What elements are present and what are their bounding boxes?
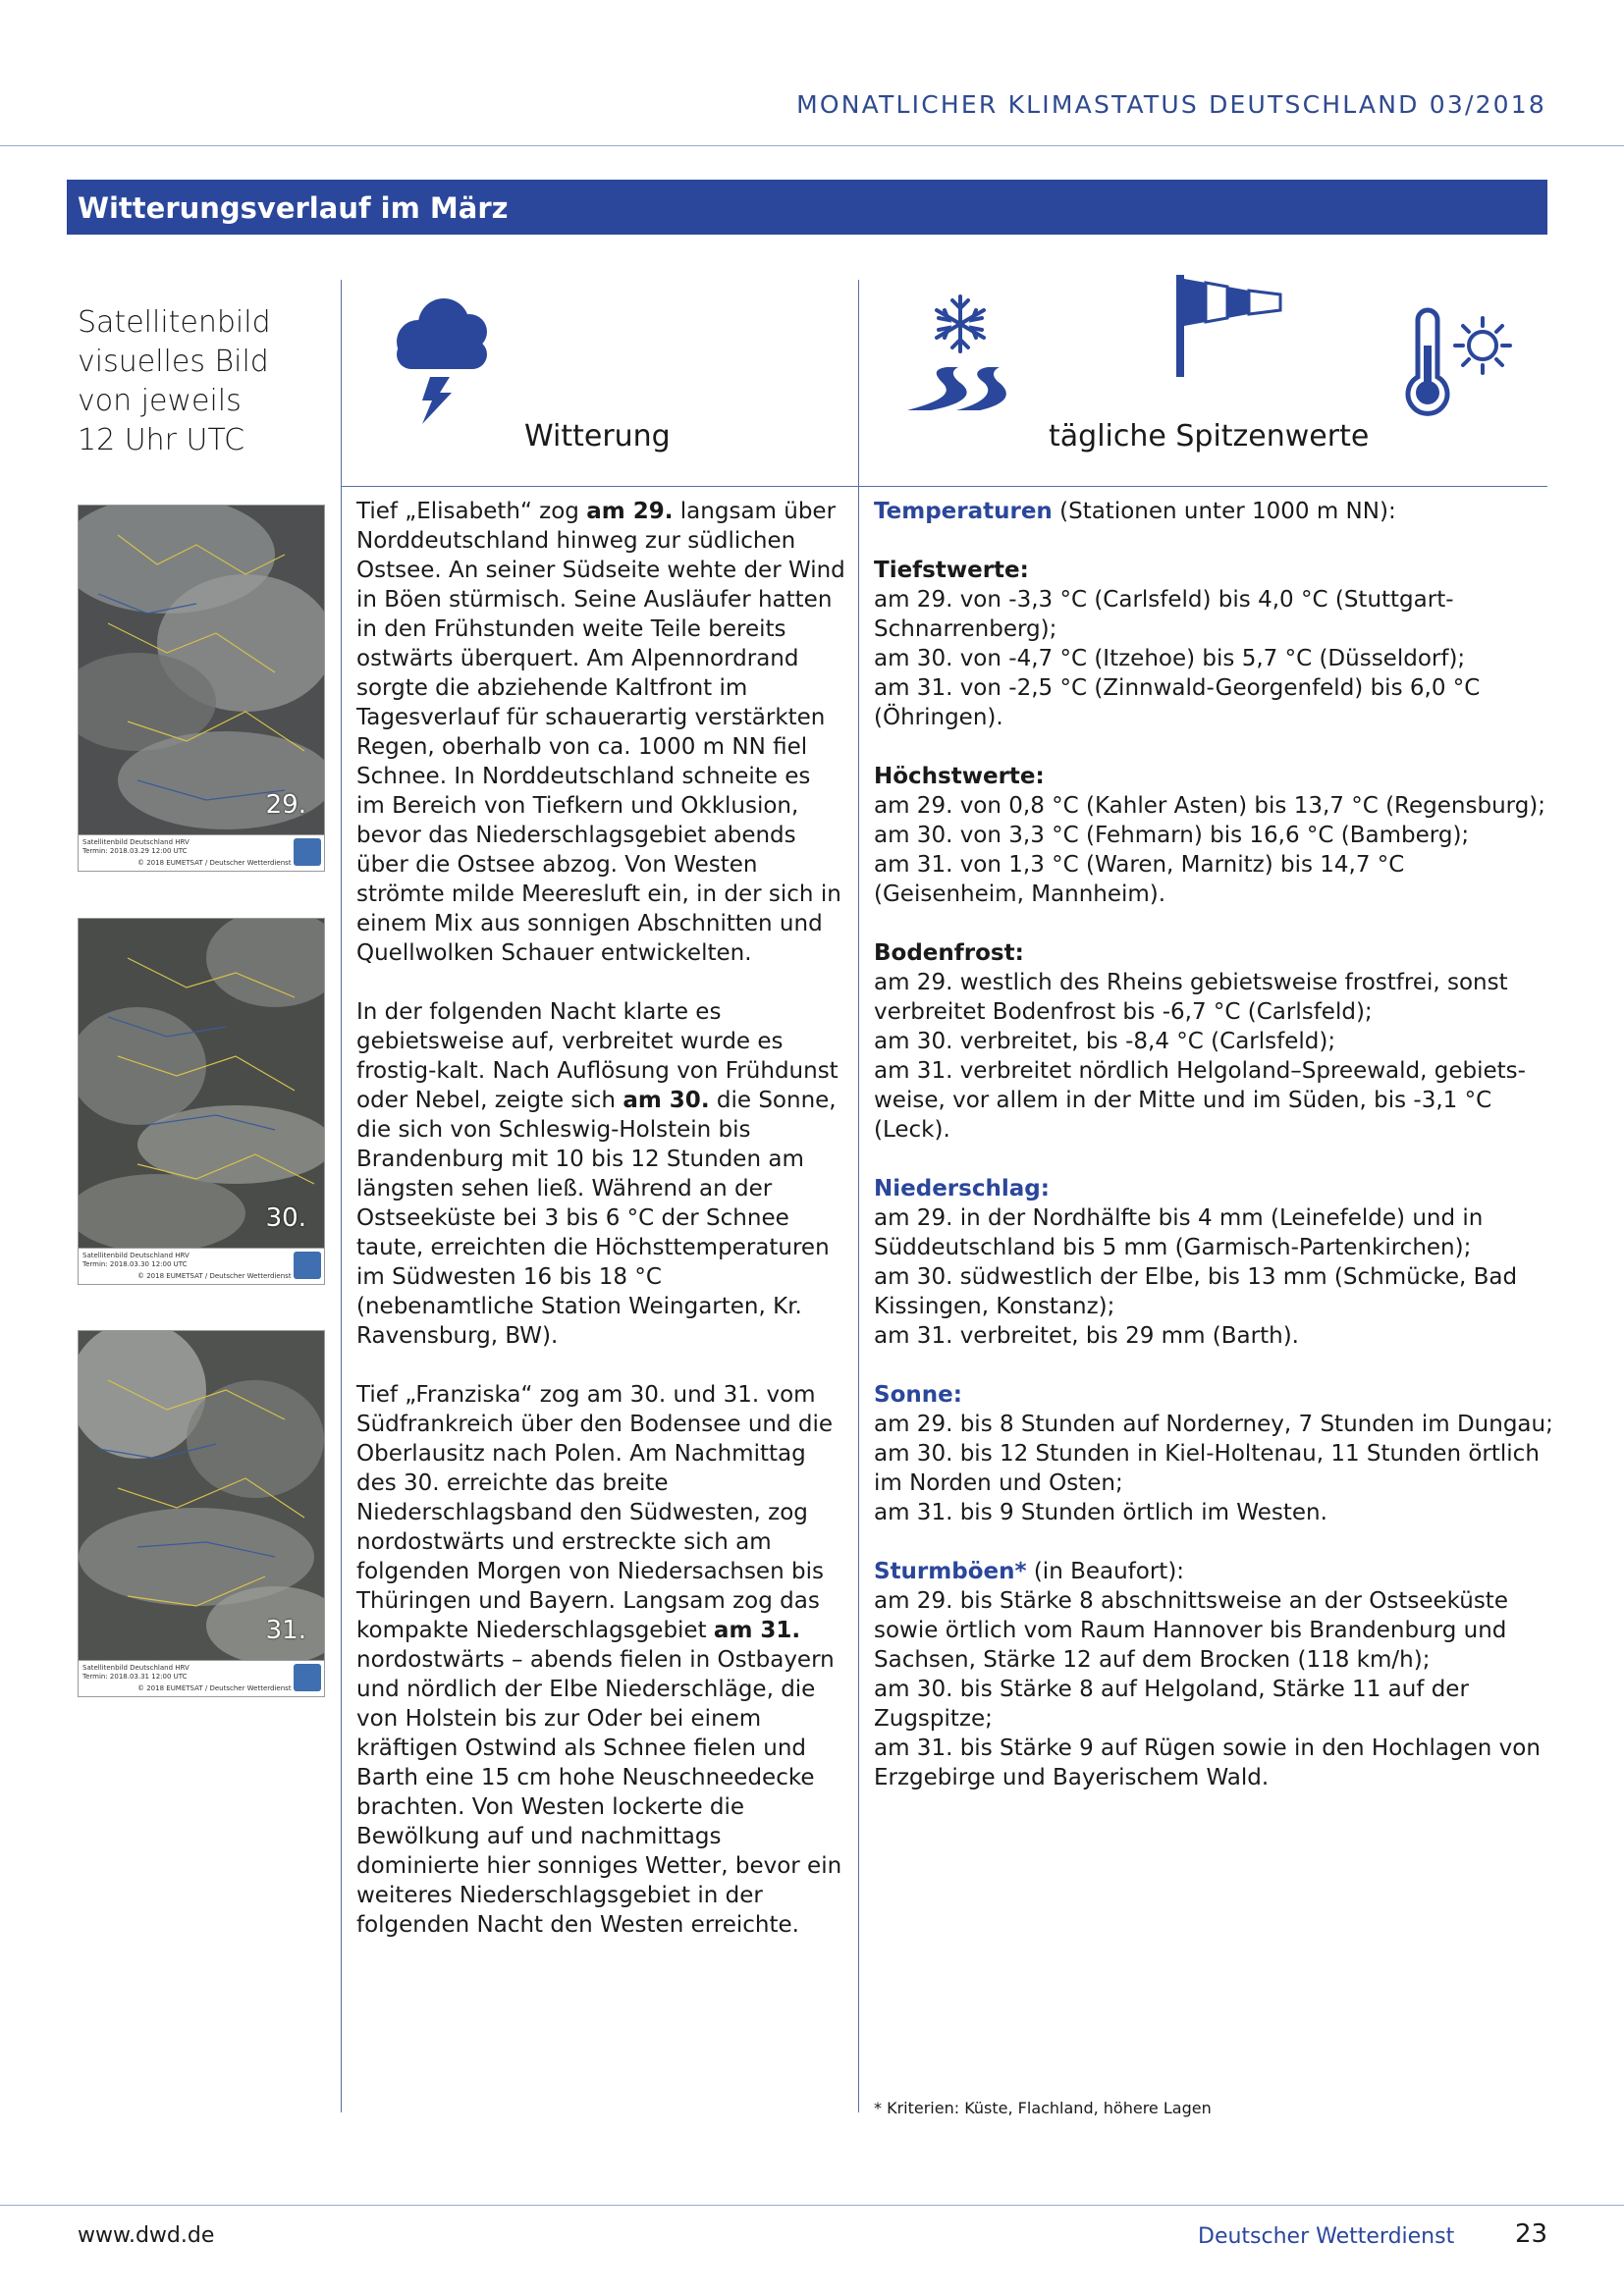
footer-divider	[0, 2205, 1624, 2206]
sunshine-heading: Sonne:	[874, 1382, 962, 1408]
list-item: am 30. bis Stärke 8 auf Helgoland, Stärke 11 auf der	[874, 1677, 1469, 1702]
list-item: am 31. verbreitet nördlich Helgoland–Spreewald, gebiets-	[874, 1058, 1526, 1084]
list-item: weise, vor allem in der Mitte und im Süden, bis -3,1 °C	[874, 1088, 1492, 1113]
list-item: Kissingen, Konstanz);	[874, 1294, 1115, 1319]
satellite-image-29	[78, 505, 325, 872]
thunderstorm-cloud-icon	[391, 291, 493, 424]
satellite-caption-text: Satellitenbild Deutschland HRV	[82, 1664, 189, 1672]
thermometer-sun-icon	[1398, 306, 1522, 416]
gust-note: (in Beaufort):	[1026, 1559, 1185, 1584]
satellite-image-graphic	[79, 506, 324, 835]
footer-url-link[interactable]: www.dwd.de	[78, 2223, 215, 2248]
satellite-caption-text: Termin: 2018.03.30 12:00 UTC	[82, 1260, 188, 1268]
list-item: am 29. in der Nordhälfte bis 4 mm (Leinefelde) und in	[874, 1205, 1484, 1231]
satellite-image-graphic	[79, 1331, 324, 1661]
list-item: am 31. verbreitet, bis 29 mm (Barth).	[874, 1323, 1299, 1349]
satellite-caption-bar	[79, 1248, 324, 1284]
column-divider-1	[341, 280, 342, 2112]
minimum-heading: Tiefstwerte:	[874, 558, 1029, 583]
list-item: Erzgebirge und Bayerischem Wald.	[874, 1765, 1270, 1790]
satellite-caption-line: Satellitenbild	[78, 305, 271, 340]
list-item: am 30. bis 12 Stunden in Kiel-Holtenau, 11 Stunden örtlich	[874, 1441, 1540, 1467]
dwd-logo-icon	[294, 1252, 321, 1279]
list-item: Süddeutschland bis 5 mm (Garmisch-Partenkirchen);	[874, 1235, 1472, 1260]
list-item: am 29. von 0,8 °C (Kahler Asten) bis 13,7 °C (Regensburg);	[874, 793, 1546, 819]
satellite-caption-line: von jeweils	[78, 384, 242, 418]
list-item: am 29. bis Stärke 8 abschnittsweise an der Ostseeküste	[874, 1588, 1508, 1614]
list-item: am 30. verbreitet, bis -8,4 °C (Carlsfeld);	[874, 1029, 1336, 1054]
page-number: 23	[1515, 2219, 1548, 2249]
witterung-paragraph: In der folgenden Nacht klarte es gebietsweise auf, verbreitet wurde es frostig-kalt. Nach Auflösung von Frühdunst oder Nebel, zeigte sich am 30. die Sonne, die sich von Schleswig-Holstein bis Brandenburg mit 10 bis 12 Stunden am längsten sehen ließ. Während an der Ostseeküste bei 3 bis 6 °C der Schnee taute, erreichten die Höchsttemperaturen im Südwesten 16 bis 18 °C (nebenamtliche Station Weingarten, Kr. Ravensburg, BW).	[356, 999, 839, 1349]
list-item: verbreitet Bodenfrost bis -6,7 °C (Carlsfeld);	[874, 999, 1373, 1025]
satellite-caption-text: Satellitenbild Deutschland HRV	[82, 838, 189, 846]
sunshine-block	[874, 1380, 1553, 1527]
gust-heading: Sturmböen*	[874, 1559, 1027, 1584]
satellite-day-label: 30.	[265, 1203, 306, 1233]
temperature-block	[874, 497, 1542, 526]
satellite-day-label: 31.	[265, 1616, 306, 1645]
list-item: am 31. von -2,5 °C (Zinnwald-Georgenfeld) bis 6,0 °C	[874, 675, 1481, 701]
witterung-paragraph: Tief „Elisabeth“ zog am 29. langsam über Norddeutschland hinweg zur südlichen Ostsee. An seiner Südseite wehte der Wind in Böen stürmisch. Seine Ausläufer hatten in den Frühstunden weite Teile bereits ostwärts überquert. Am Alpennordrand sorgte die abziehende Kaltfront im Tagesverlauf für schauerartig verstärkten Regen, oberhalb von ca. 1000 m NN fiel Schnee. In Norddeutschland schneite es im Bereich von Tiefkern und Okklusion, bevor das Niederschlagsgebiet abends über die Ostsee abzog. Von Westen strömte milde Meeresluft ein, in der sich in einem Mix aus sonnigen Abschnitten und Quellwolken Schauer entwickelten.	[356, 499, 845, 966]
list-item: am 31. bis Stärke 9 auf Rügen sowie in den Hochlagen von	[874, 1735, 1541, 1761]
satellite-caption-text: Termin: 2018.03.29 12:00 UTC	[82, 847, 188, 855]
satellite-image-30	[78, 918, 325, 1285]
footnote: * Kriterien: Küste, Flachland, höhere Lagen	[874, 2099, 1212, 2117]
windsock-icon	[1170, 271, 1286, 379]
satellite-caption-text: © 2018 EUMETSAT / Deutscher Wetterdienst	[137, 1684, 292, 1692]
list-item: am 30. von 3,3 °C (Fehmarn) bis 16,6 °C (Bamberg);	[874, 823, 1470, 848]
precipitation-heading: Niederschlag:	[874, 1176, 1050, 1201]
satellite-caption	[78, 303, 271, 460]
list-item: im Norden und Osten;	[874, 1470, 1123, 1496]
precipitation-block	[874, 1174, 1542, 1351]
dwd-logo-icon	[294, 1664, 321, 1691]
spitzenwerte-text	[874, 497, 1553, 1822]
maximum-heading: Höchstwerte:	[874, 764, 1045, 789]
satellite-caption-text: © 2018 EUMETSAT / Deutscher Wetterdienst	[137, 1272, 292, 1280]
list-item: am 30. südwestlich der Elbe, bis 13 mm (Schmücke, Bad	[874, 1264, 1518, 1290]
list-item: Zugspitze;	[874, 1706, 993, 1732]
witterung-text	[356, 497, 845, 1969]
footer-organization: Deutscher Wetterdienst	[1198, 2224, 1455, 2249]
ground-frost-block	[874, 938, 1542, 1145]
list-item: am 29. von -3,3 °C (Carlsfeld) bis 4,0 °C (Stuttgart-	[874, 587, 1454, 613]
temperature-note: (Stationen unter 1000 m NN):	[1052, 499, 1396, 524]
satellite-caption-bar	[79, 1660, 324, 1696]
gust-block	[874, 1557, 1542, 1792]
satellite-image-graphic	[79, 919, 324, 1249]
section-banner	[67, 180, 1547, 235]
satellite-image-31	[78, 1330, 325, 1697]
list-item: (Geisenheim, Mannheim).	[874, 881, 1166, 907]
satellite-caption-line: 12 Uhr UTC	[78, 423, 245, 457]
maximum-block	[874, 762, 1546, 909]
satellite-caption-text: Termin: 2018.03.31 12:00 UTC	[82, 1673, 188, 1681]
list-item: sowie örtlich vom Raum Hannover bis Brandenburg und	[874, 1618, 1507, 1643]
dwd-logo-icon	[294, 838, 321, 866]
header-divider	[0, 145, 1624, 146]
list-item: Schnarrenberg);	[874, 616, 1057, 642]
satellite-caption-text: Satellitenbild Deutschland HRV	[82, 1252, 189, 1259]
column-divider-2	[858, 280, 859, 2112]
snow-road-icon	[897, 293, 1015, 414]
list-item: am 31. von 1,3 °C (Waren, Marnitz) bis 14,7 °C	[874, 852, 1405, 878]
witterung-paragraph: Tief „Franziska“ zog am 30. und 31. vom Südfrankreich über den Bodensee und die Oberlausitz nach Polen. Am Nachmittag des 30. erreichte das breite Niederschlagsband den Südwesten, zog nordostwärts und erstreckte sich am folgenden Morgen von Niedersachsen bis Thüringen und Bayern. Langsam zog das kompakte Niederschlagsgebiet am 31. nordostwärts – abends fielen in Ostbayern und nördlich der Elbe Niederschläge, die von Holstein bis zur Oder bei einem kräftigen Ostwind als Schnee fielen und Barth eine 15 cm hohe Neuschneedecke brachten. Von Westen lockerte die Bewölkung auf und nachmittags dominierte hier sonniges Wetter, bevor ein weiteres Niederschlagsgebiet in der folgenden Nacht den Westen erreichte.	[356, 1382, 842, 1938]
minimum-block	[874, 556, 1542, 732]
list-item: am 30. von -4,7 °C (Itzehoe) bis 5,7 °C (Düsseldorf);	[874, 646, 1466, 671]
section-title: Witterungsverlauf im März	[78, 191, 509, 225]
temperature-heading: Temperaturen	[874, 499, 1053, 524]
list-item: am 29. westlich des Rheins gebietsweise frostfrei, sonst	[874, 970, 1508, 995]
header-row-divider	[341, 486, 1547, 487]
list-item: Sachsen, Stärke 12 auf dem Brocken (118 km/h);	[874, 1647, 1431, 1673]
list-item: am 31. bis 9 Stunden örtlich im Westen.	[874, 1500, 1327, 1525]
column-header-witterung: Witterung	[524, 419, 671, 454]
ground-frost-heading: Bodenfrost:	[874, 940, 1024, 966]
satellite-caption-text: © 2018 EUMETSAT / Deutscher Wetterdienst	[137, 859, 292, 867]
satellite-day-label: 29.	[265, 790, 306, 820]
list-item: (Leck).	[874, 1117, 950, 1143]
list-item: am 29. bis 8 Stunden auf Norderney, 7 Stunden im Dungau;	[874, 1412, 1553, 1437]
report-title: MONATLICHER KLIMASTATUS DEUTSCHLAND 03/2018	[796, 90, 1546, 119]
list-item: (Öhringen).	[874, 705, 1003, 730]
satellite-caption-bar	[79, 834, 324, 871]
satellite-caption-line: visuelles Bild	[78, 345, 269, 379]
column-header-spitzenwerte: tägliche Spitzenwerte	[1049, 419, 1370, 454]
